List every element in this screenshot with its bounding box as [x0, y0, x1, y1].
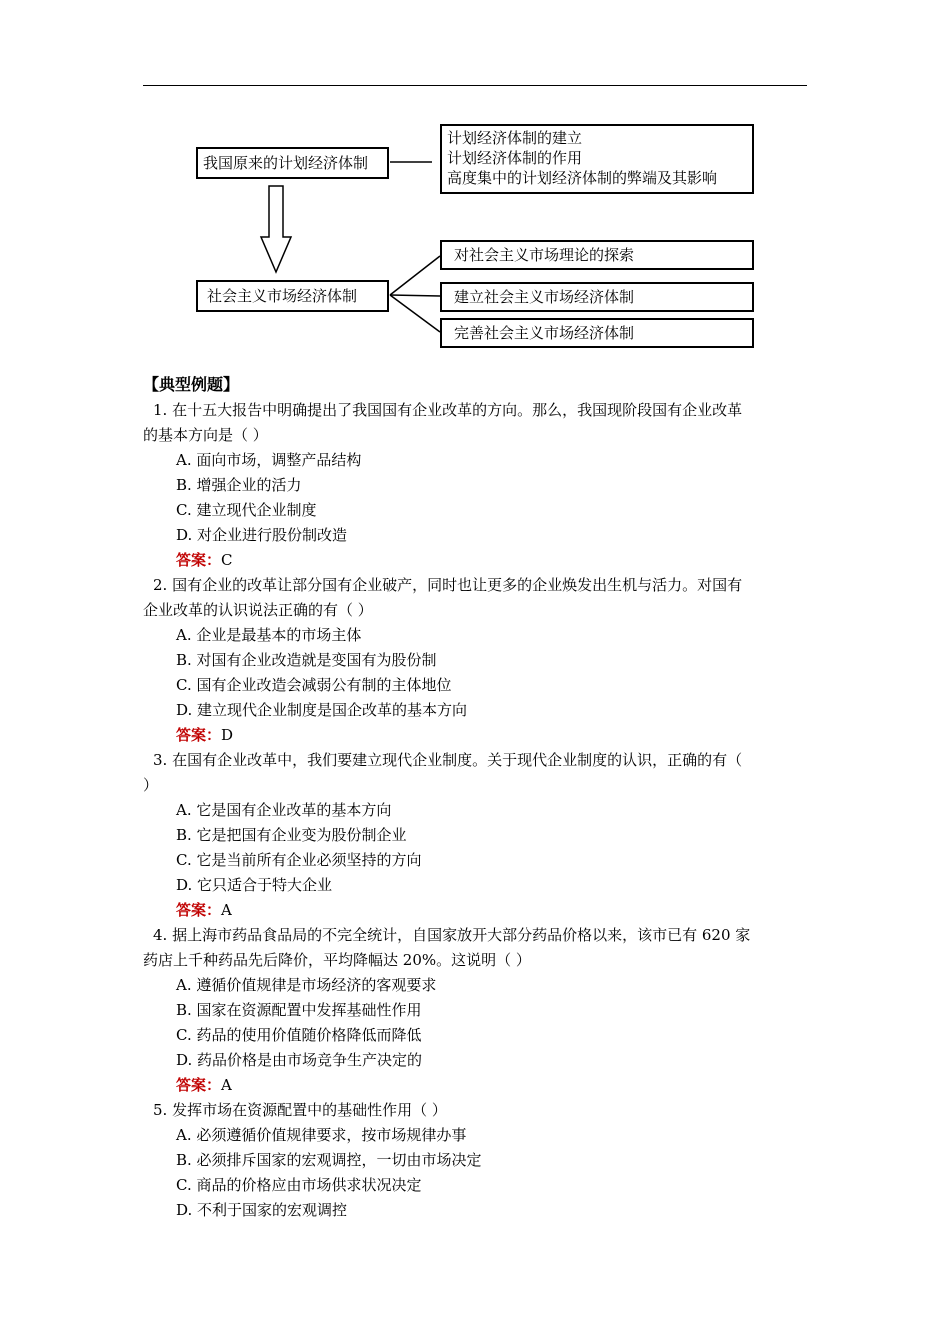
question-stem-cont: ） — [143, 776, 159, 794]
question-stem: 3. 在国有企业改革中，我们要建立现代企业制度。关于现代企业制度的认识，正确的有（ — [153, 751, 743, 769]
branch-line — [390, 295, 440, 296]
answer — [143, 548, 807, 573]
examples-section — [143, 372, 807, 1223]
option: A. 必须遵循价值规律要求，按市场规律办事 — [176, 1126, 467, 1144]
branch-line — [390, 256, 440, 295]
option: D. 它只适合于特大企业 — [176, 876, 333, 894]
answer — [143, 723, 807, 748]
concept-diagram — [0, 0, 950, 360]
answer-value: A — [221, 1076, 232, 1094]
option: C. 它是当前所有企业必须坚持的方向 — [176, 851, 422, 869]
box-market-theory — [440, 240, 754, 270]
answer — [143, 1073, 807, 1098]
box-label: 我国原来的计划经济体制 — [203, 154, 369, 172]
detail-item: 计划经济体制的建立 — [447, 129, 583, 147]
answer-label: 答案： — [176, 726, 222, 744]
answer-label: 答案： — [176, 901, 222, 919]
box-planned-economy — [196, 147, 389, 179]
answer-value: C — [221, 551, 233, 569]
question-stem-cont: 企业改革的认识说法正确的有（ ） — [143, 601, 373, 619]
detail-item: 高度集中的计划经济体制的弊端及其影响 — [447, 169, 718, 187]
option: C. 药品的使用价值随价格降低而降低 — [176, 1026, 422, 1044]
option: B. 对国有企业改造就是变国有为股份制 — [176, 651, 437, 669]
answer-label: 答案： — [176, 1076, 222, 1094]
box-improve-market — [440, 318, 754, 348]
answer-value: A — [221, 901, 232, 919]
option: A. 企业是最基本的市场主体 — [176, 626, 362, 644]
question-stem-cont: 的基本方向是（ ） — [143, 426, 268, 444]
question-stem: 4. 据上海市药品食品局的不完全统计，自国家放开大部分药品价格以来，该市已有 620 家 — [153, 926, 751, 944]
branch-line — [390, 295, 440, 332]
option: C. 国有企业改造会减弱公有制的主体地位 — [176, 676, 452, 694]
option: B. 必须排斥国家的宏观调控，一切由市场决定 — [176, 1151, 482, 1169]
option: C. 商品的价格应由市场供求状况决定 — [176, 1176, 422, 1194]
section-title: 【典型例题】 — [143, 375, 240, 394]
detail-item: 计划经济体制的作用 — [447, 149, 583, 167]
answer-label: 答案： — [176, 551, 222, 569]
question-stem: 1. 在十五大报告中明确提出了我国国有企业改革的方向。那么，我国现阶段国有企业改革 — [153, 401, 743, 419]
question-stem-cont: 药店上千种药品先后降价，平均降幅达 20%。这说明（ ） — [143, 951, 531, 969]
box-planned-economy-details — [440, 124, 754, 194]
option: B. 它是把国有企业变为股份制企业 — [176, 826, 407, 844]
detail-item: 完善社会主义市场经济体制 — [454, 324, 635, 342]
box-establish-market — [440, 282, 754, 312]
option: D. 不利于国家的宏观调控 — [176, 1201, 348, 1219]
option: A. 面向市场，调整产品结构 — [176, 451, 362, 469]
box-market-economy — [196, 280, 389, 312]
answer — [143, 898, 807, 923]
option: D. 药品价格是由市场竞争生产决定的 — [176, 1051, 423, 1069]
down-arrow-icon — [261, 186, 291, 272]
option: C. 建立现代企业制度 — [176, 501, 317, 519]
option: D. 对企业进行股份制改造 — [176, 526, 348, 544]
question-stem: 2. 国有企业的改革让部分国有企业破产，同时也让更多的企业焕发出生机与活力。对国有 — [153, 576, 743, 594]
question-stem: 5. 发挥市场在资源配置中的基础性作用（ ） — [153, 1101, 447, 1119]
option: B. 增强企业的活力 — [176, 476, 302, 494]
detail-item: 建立社会主义市场经济体制 — [454, 288, 635, 306]
box-label: 社会主义市场经济体制 — [207, 287, 358, 305]
answer-value: D — [221, 726, 234, 744]
option: A. 遵循价值规律是市场经济的客观要求 — [176, 976, 437, 994]
detail-item: 对社会主义市场理论的探索 — [454, 246, 635, 264]
option: B. 国家在资源配置中发挥基础性作用 — [176, 1001, 422, 1019]
option: A. 它是国有企业改革的基本方向 — [176, 801, 392, 819]
option: D. 建立现代企业制度是国企改革的基本方向 — [176, 701, 468, 719]
